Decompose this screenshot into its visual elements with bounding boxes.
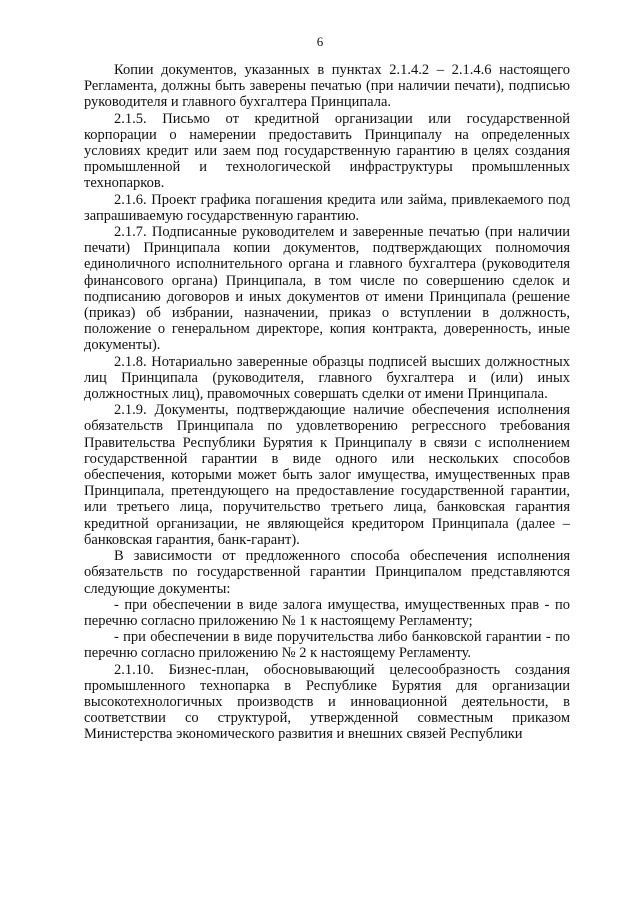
paragraph-2-1-9: 2.1.9. Документы, подтверждающие наличие обеспечения исполнения обязательств Принципала по удовлетворению регрессного требования Правительства Республики Бурятия к Принципалу в связи с исполнением государственной гарантии в виде одного или нескольких способов обеспечения, которыми может быть залог имущества, имущественных прав Принципала, претендующего на предоставление государственной гарантии, или третьего лица, поручительство третьего лица, банковская гарантия кредитной организации, не являющейся кредитором Принципала (далее – банковская гарантия, банк-гарант). (84, 402, 570, 548)
paragraph-security-documents: В зависимости от предложенного способа обеспечения исполнения обязательств по государственной гарантии Принципалом представляются следующие документы: (84, 548, 570, 597)
paragraph-2-1-7: 2.1.7. Подписанные руководителем и заверенные печатью (при наличии печати) Принципала копии документов, подтверждающих полномочия единоличного исполнительного органа и главного бухгалтера (руководителя финансового органа) Принципала, в том числе по совершению сделок и подписанию договоров и иных документов от имени Принципала (решение (приказ) об избрании, назначении, приказ о вступлении в должность, положение о генеральном директоре, копия контракта, доверенность, иные документы). (84, 224, 570, 354)
paragraph-2-1-10: 2.1.10. Бизнес-план, обосновывающий целесообразность создания промышленного технопарка в Республике Бурятия для организации высокотехнологичных производств и инновационной деятельности, в соответствии со структурой, утвержденной совместным приказом Министерства экономического развития и внешних связей Республики (84, 661, 570, 743)
paragraph-pledge-list: - при обеспечении в виде залога имущества, имущественных прав - по перечню согласно приложению № 1 к настоящему Регламенту; (84, 596, 570, 629)
paragraph-2-1-6: 2.1.6. Проект графика погашения кредита или займа, привлекаемого под запрашиваемую государственную гарантию. (84, 191, 570, 224)
page-number: 6 (316, 34, 324, 49)
paragraph-guarantee-list: - при обеспечении в виде поручительства либо банковской гарантии - по перечню согласно приложению № 2 к настоящему Регламенту. (84, 629, 570, 662)
document-body (84, 62, 570, 743)
paragraph-2-1-5: 2.1.5. Письмо от кредитной организации или государственной корпорации о намерении предоставить Принципалу на определенных условиях кредит или заем под государственную гарантию в целях создания промышленной и технологической инфраструктуры промышленных технопарков. (84, 110, 570, 192)
paragraph-copies-certification: Копии документов, указанных в пунктах 2.1.4.2 – 2.1.4.6 настоящего Регламента, должны быть заверены печатью (при наличии печати), подписью руководителя и главного бухгалтера Принципала. (84, 62, 570, 111)
paragraph-2-1-8: 2.1.8. Нотариально заверенные образцы подписей высших должностных лиц Принципала (руководителя, главного бухгалтера и (или) иных должностных лиц), правомочных совершать сделки от имени Принципала. (84, 353, 570, 403)
